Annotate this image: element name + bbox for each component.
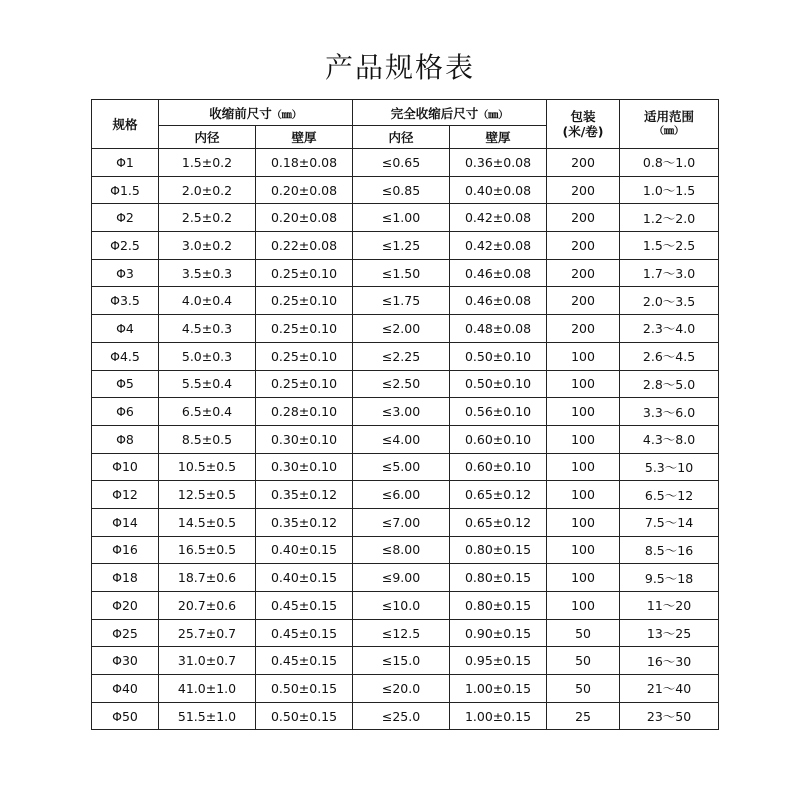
cell-range: 6.5～12 [620, 481, 719, 509]
cell-inner-after: ≤25.0 [353, 702, 450, 730]
table-row [92, 176, 719, 204]
cell-pack: 100 [547, 564, 620, 592]
table-row [92, 232, 719, 260]
cell-inner-after: ≤12.5 [353, 619, 450, 647]
cell-spec: Φ18 [92, 564, 159, 592]
header-after-unit: （㎜） [478, 109, 509, 121]
cell-wall-after: 0.65±0.12 [450, 481, 547, 509]
cell-pack: 100 [547, 398, 620, 426]
header-pack [547, 100, 620, 149]
cell-inner-before: 25.7±0.7 [159, 619, 256, 647]
cell-pack: 25 [547, 702, 620, 730]
cell-spec: Φ1.5 [92, 176, 159, 204]
cell-inner-after: ≤2.50 [353, 370, 450, 398]
header-range-line1: 适用范围 [644, 109, 695, 124]
cell-inner-before: 2.0±0.2 [159, 176, 256, 204]
cell-pack: 100 [547, 425, 620, 453]
cell-wall-before: 0.45±0.15 [256, 647, 353, 675]
cell-spec: Φ16 [92, 536, 159, 564]
table-row [92, 702, 719, 730]
cell-range: 1.0～1.5 [620, 176, 719, 204]
cell-range: 4.3～8.0 [620, 425, 719, 453]
table-row [92, 453, 719, 481]
cell-inner-before: 10.5±0.5 [159, 453, 256, 481]
cell-spec: Φ2.5 [92, 232, 159, 260]
header-after [353, 100, 547, 126]
header-wall-before: 壁厚 [256, 126, 353, 149]
table-row [92, 564, 719, 592]
cell-inner-before: 3.5±0.3 [159, 259, 256, 287]
cell-range: 2.6～4.5 [620, 342, 719, 370]
cell-wall-after: 0.60±0.10 [450, 425, 547, 453]
cell-inner-after: ≤5.00 [353, 453, 450, 481]
cell-wall-before: 0.20±0.08 [256, 176, 353, 204]
cell-inner-before: 3.0±0.2 [159, 232, 256, 260]
cell-wall-after: 0.56±0.10 [450, 398, 547, 426]
cell-wall-before: 0.45±0.15 [256, 619, 353, 647]
cell-wall-after: 0.40±0.08 [450, 176, 547, 204]
table-row [92, 370, 719, 398]
page-title: 产品规格表 [324, 51, 475, 84]
cell-inner-after: ≤7.00 [353, 508, 450, 536]
header-before-unit: （㎜） [271, 109, 302, 121]
table-row [92, 315, 719, 343]
cell-range: 8.5～16 [620, 536, 719, 564]
cell-wall-after: 0.95±0.15 [450, 647, 547, 675]
cell-range: 3.3～6.0 [620, 398, 719, 426]
cell-wall-after: 0.60±0.10 [450, 453, 547, 481]
cell-inner-after: ≤2.25 [353, 342, 450, 370]
cell-spec: Φ1 [92, 149, 159, 177]
cell-wall-before: 0.25±0.10 [256, 342, 353, 370]
cell-wall-after: 0.46±0.08 [450, 259, 547, 287]
cell-wall-before: 0.40±0.15 [256, 536, 353, 564]
cell-range: 16～30 [620, 647, 719, 675]
cell-pack: 100 [547, 508, 620, 536]
table-row [92, 481, 719, 509]
table-row [92, 149, 719, 177]
cell-range: 2.3～4.0 [620, 315, 719, 343]
cell-wall-before: 0.35±0.12 [256, 508, 353, 536]
cell-spec: Φ4 [92, 315, 159, 343]
cell-spec: Φ30 [92, 647, 159, 675]
cell-wall-after: 1.00±0.15 [450, 702, 547, 730]
cell-pack: 100 [547, 370, 620, 398]
cell-wall-before: 0.25±0.10 [256, 370, 353, 398]
cell-pack: 200 [547, 259, 620, 287]
cell-inner-after: ≤4.00 [353, 425, 450, 453]
table-row [92, 619, 719, 647]
cell-range: 13～25 [620, 619, 719, 647]
cell-wall-before: 0.40±0.15 [256, 564, 353, 592]
cell-spec: Φ50 [92, 702, 159, 730]
table-row [92, 508, 719, 536]
cell-wall-before: 0.25±0.10 [256, 315, 353, 343]
cell-pack: 100 [547, 536, 620, 564]
cell-inner-after: ≤0.65 [353, 149, 450, 177]
spec-table [91, 99, 719, 730]
cell-inner-after: ≤20.0 [353, 675, 450, 703]
cell-inner-before: 4.5±0.3 [159, 315, 256, 343]
cell-spec: Φ8 [92, 425, 159, 453]
cell-wall-before: 0.18±0.08 [256, 149, 353, 177]
cell-pack: 200 [547, 149, 620, 177]
cell-wall-before: 0.35±0.12 [256, 481, 353, 509]
cell-pack: 50 [547, 647, 620, 675]
cell-pack: 100 [547, 481, 620, 509]
cell-range: 9.5～18 [620, 564, 719, 592]
header-pack-line2: (米/卷) [562, 124, 604, 139]
cell-wall-after: 0.90±0.15 [450, 619, 547, 647]
header-range-line2: （㎜） [654, 126, 685, 137]
cell-pack: 200 [547, 204, 620, 232]
cell-inner-after: ≤8.00 [353, 536, 450, 564]
cell-pack: 100 [547, 453, 620, 481]
table-body [92, 149, 719, 730]
cell-inner-after: ≤15.0 [353, 647, 450, 675]
cell-inner-before: 31.0±0.7 [159, 647, 256, 675]
cell-inner-after: ≤1.25 [353, 232, 450, 260]
cell-wall-before: 0.45±0.15 [256, 592, 353, 620]
cell-spec: Φ25 [92, 619, 159, 647]
cell-range: 21～40 [620, 675, 719, 703]
cell-pack: 50 [547, 619, 620, 647]
cell-wall-after: 0.46±0.08 [450, 287, 547, 315]
cell-wall-after: 0.80±0.15 [450, 592, 547, 620]
cell-inner-before: 12.5±0.5 [159, 481, 256, 509]
cell-range: 5.3～10 [620, 453, 719, 481]
cell-wall-before: 0.30±0.10 [256, 453, 353, 481]
cell-wall-before: 0.50±0.15 [256, 675, 353, 703]
cell-pack: 200 [547, 287, 620, 315]
cell-inner-after: ≤1.75 [353, 287, 450, 315]
table-row [92, 342, 719, 370]
cell-inner-after: ≤3.00 [353, 398, 450, 426]
cell-inner-after: ≤0.85 [353, 176, 450, 204]
header-inner-after: 内径 [353, 126, 450, 149]
cell-range: 11～20 [620, 592, 719, 620]
cell-inner-after: ≤6.00 [353, 481, 450, 509]
cell-wall-after: 0.65±0.12 [450, 508, 547, 536]
cell-pack: 100 [547, 592, 620, 620]
cell-inner-before: 8.5±0.5 [159, 425, 256, 453]
cell-wall-after: 0.42±0.08 [450, 204, 547, 232]
table-row [92, 398, 719, 426]
cell-wall-before: 0.22±0.08 [256, 232, 353, 260]
cell-wall-before: 0.30±0.10 [256, 425, 353, 453]
cell-wall-before: 0.25±0.10 [256, 259, 353, 287]
cell-spec: Φ12 [92, 481, 159, 509]
cell-range: 7.5～14 [620, 508, 719, 536]
cell-spec: Φ20 [92, 592, 159, 620]
cell-inner-after: ≤1.50 [353, 259, 450, 287]
table-row [92, 204, 719, 232]
cell-inner-before: 16.5±0.5 [159, 536, 256, 564]
cell-inner-after: ≤9.00 [353, 564, 450, 592]
cell-range: 2.8～5.0 [620, 370, 719, 398]
cell-spec: Φ6 [92, 398, 159, 426]
header-after-label: 完全收缩后尺寸 [390, 105, 479, 121]
cell-wall-before: 0.20±0.08 [256, 204, 353, 232]
cell-wall-after: 0.36±0.08 [450, 149, 547, 177]
table-row [92, 287, 719, 315]
cell-wall-after: 0.80±0.15 [450, 564, 547, 592]
cell-wall-after: 0.80±0.15 [450, 536, 547, 564]
header-wall-after: 壁厚 [450, 126, 547, 149]
cell-spec: Φ4.5 [92, 342, 159, 370]
cell-wall-before: 0.25±0.10 [256, 287, 353, 315]
cell-wall-after: 0.48±0.08 [450, 315, 547, 343]
cell-spec: Φ3 [92, 259, 159, 287]
header-pack-line1: 包装 [570, 109, 596, 124]
table-row [92, 259, 719, 287]
cell-wall-after: 1.00±0.15 [450, 675, 547, 703]
header-inner-before: 内径 [159, 126, 256, 149]
cell-inner-before: 2.5±0.2 [159, 204, 256, 232]
cell-inner-before: 5.0±0.3 [159, 342, 256, 370]
cell-inner-before: 41.0±1.0 [159, 675, 256, 703]
header-spec: 规格 [92, 100, 159, 149]
header-before-label: 收缩前尺寸 [209, 105, 272, 121]
cell-range: 23～50 [620, 702, 719, 730]
cell-inner-before: 6.5±0.4 [159, 398, 256, 426]
cell-range: 1.7～3.0 [620, 259, 719, 287]
table-row [92, 592, 719, 620]
cell-spec: Φ5 [92, 370, 159, 398]
cell-spec: Φ3.5 [92, 287, 159, 315]
cell-spec: Φ14 [92, 508, 159, 536]
cell-inner-before: 14.5±0.5 [159, 508, 256, 536]
cell-inner-before: 18.7±0.6 [159, 564, 256, 592]
cell-wall-before: 0.50±0.15 [256, 702, 353, 730]
table-row [92, 675, 719, 703]
header-before [159, 100, 353, 126]
cell-range: 0.8～1.0 [620, 149, 719, 177]
table-row [92, 647, 719, 675]
cell-inner-after: ≤10.0 [353, 592, 450, 620]
cell-pack: 50 [547, 675, 620, 703]
cell-wall-after: 0.50±0.10 [450, 370, 547, 398]
cell-pack: 200 [547, 315, 620, 343]
cell-pack: 100 [547, 342, 620, 370]
cell-inner-before: 1.5±0.2 [159, 149, 256, 177]
cell-range: 1.5～2.5 [620, 232, 719, 260]
header-range [620, 100, 719, 149]
cell-inner-before: 5.5±0.4 [159, 370, 256, 398]
cell-spec: Φ2 [92, 204, 159, 232]
cell-inner-after: ≤1.00 [353, 204, 450, 232]
table-row [92, 536, 719, 564]
cell-spec: Φ10 [92, 453, 159, 481]
cell-pack: 200 [547, 232, 620, 260]
cell-wall-after: 0.42±0.08 [450, 232, 547, 260]
cell-wall-after: 0.50±0.10 [450, 342, 547, 370]
table-header [92, 100, 719, 149]
cell-wall-before: 0.28±0.10 [256, 398, 353, 426]
cell-inner-before: 20.7±0.6 [159, 592, 256, 620]
cell-inner-before: 4.0±0.4 [159, 287, 256, 315]
cell-spec: Φ40 [92, 675, 159, 703]
cell-range: 1.2～2.0 [620, 204, 719, 232]
cell-pack: 200 [547, 176, 620, 204]
cell-range: 2.0～3.5 [620, 287, 719, 315]
cell-inner-before: 51.5±1.0 [159, 702, 256, 730]
cell-inner-after: ≤2.00 [353, 315, 450, 343]
table-row [92, 425, 719, 453]
